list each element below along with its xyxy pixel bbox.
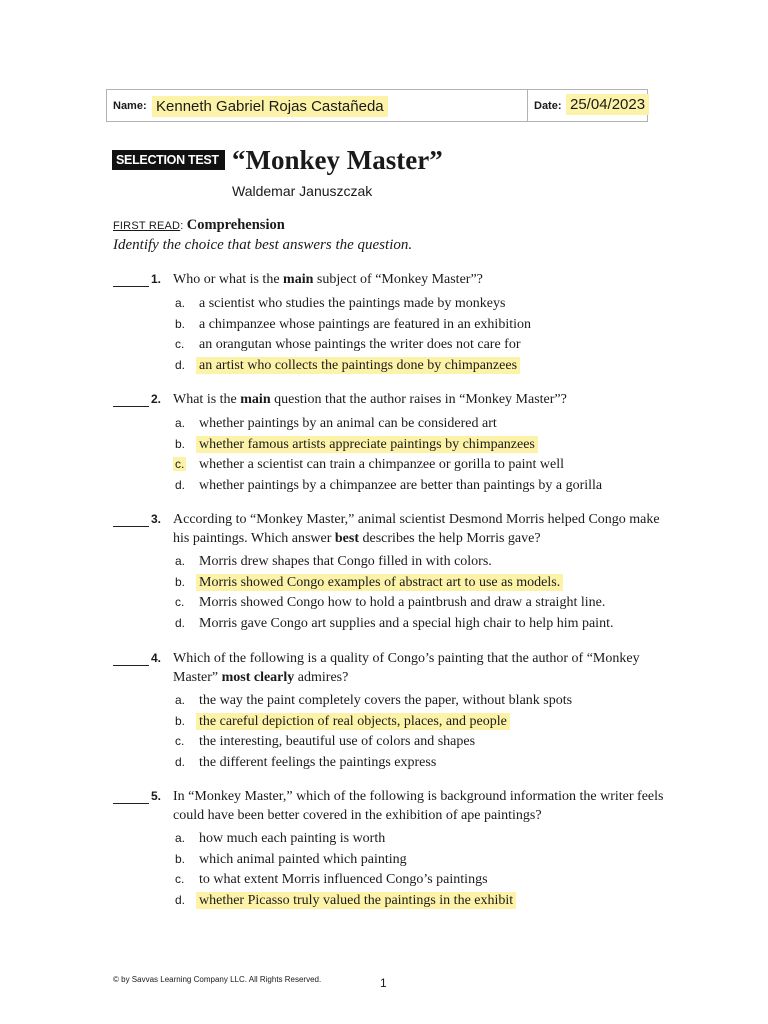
answer-blank-3[interactable] (113, 511, 149, 527)
date-field[interactable]: 25/04/2023 (566, 94, 649, 115)
highlighted-letter: c. (175, 457, 185, 472)
question-number: 2. (151, 392, 162, 406)
instructions: Identify the choice that best answers the question. (113, 237, 413, 253)
name-label: Name: (113, 100, 147, 112)
choice-b[interactable]: b. whether famous artists appreciate paintings by chimpanzees (113, 436, 673, 457)
choice-c[interactable]: c. to what extent Morris influenced Congo’s paintings (175, 872, 488, 888)
date-label: Date: (534, 100, 562, 112)
student-info-box (106, 89, 648, 122)
choice-c[interactable]: c. whether a scientist can train a chimpanzee or gorilla to paint well (175, 457, 565, 473)
highlighted-answer: whether famous artists appreciate paintings by chimpanzees (196, 436, 538, 453)
choice-list (113, 415, 673, 498)
choice-a[interactable]: a. how much each painting is worth (175, 831, 386, 846)
answer-blank-4[interactable] (113, 650, 149, 666)
page-title: “Monkey Master” (232, 145, 443, 175)
question-text: According to “Monkey Master,” animal scientist Desmond Morris helped Congo make his paintings. Which answer best describes the help Morris gave? (173, 512, 660, 546)
question-text: Who or what is the main subject of “Monkey Master”? (173, 272, 483, 287)
highlighted-answer: an artist who collects the paintings done by chimpanzees (196, 357, 520, 374)
choice-b[interactable]: b. a chimpanzee whose paintings are featured in an exhibition (175, 316, 531, 332)
highlighted-answer: whether Picasso truly valued the paintings in the exhibit (196, 892, 516, 909)
highlighted-answer: Morris showed Congo examples of abstract art to use as models. (196, 574, 563, 591)
choice-a[interactable]: a. the way the paint completely covers the paper, without blank spots (175, 693, 573, 708)
question-5 (113, 788, 673, 913)
section-header (113, 217, 285, 234)
question-text: What is the main question that the author raises in “Monkey Master”? (173, 392, 567, 407)
choice-b[interactable]: b. Morris showed Congo examples of abstract art to use as models. (113, 574, 673, 595)
question-text: Which of the following is a quality of Congo’s painting that the author of “Monkey Master” most clearly admires? (173, 651, 640, 685)
section-label: FIRST READ (113, 220, 181, 232)
choice-list (113, 295, 673, 378)
choice-d[interactable]: d. the different feelings the paintings express (175, 755, 437, 771)
choice-list (113, 553, 673, 636)
question-4 (113, 650, 673, 775)
answer-blank-2[interactable] (113, 391, 149, 407)
choice-c[interactable]: c. an orangutan whose paintings the writer does not care for (175, 337, 521, 353)
choice-b[interactable]: b. the careful depiction of real objects, places, and people (113, 713, 673, 734)
question-number: 5. (151, 789, 162, 803)
choice-a[interactable]: a. Morris drew shapes that Congo filled in with colors. (175, 554, 492, 569)
selection-test-badge: SELECTION TEST (112, 150, 225, 170)
section-name: Comprehension (186, 217, 285, 233)
choice-d[interactable]: d. an artist who collects the paintings done by chimpanzees (113, 357, 673, 378)
question-3 (113, 511, 673, 636)
question-number: 1. (151, 272, 162, 286)
choice-list (113, 692, 673, 775)
answer-blank-5[interactable] (113, 788, 149, 804)
question-number: 4. (151, 651, 162, 665)
choice-d[interactable]: d. whether paintings by a chimpanzee are better than paintings by a gorilla (175, 478, 603, 494)
copyright-footer: © by Savvas Learning Company LLC. All Rights Reserved. (113, 975, 322, 984)
section-colon: : (180, 220, 184, 232)
question-2 (113, 391, 673, 498)
choice-c[interactable]: c. the interesting, beautiful use of colors and shapes (175, 734, 476, 750)
name-field[interactable]: Kenneth Gabriel Rojas Castañeda (152, 96, 388, 117)
question-number: 3. (151, 512, 162, 526)
header-divider (527, 90, 528, 121)
choice-d[interactable]: d. Morris gave Congo art supplies and a special high chair to help him paint. (175, 616, 614, 632)
choice-b[interactable]: b. which animal painted which painting (175, 851, 407, 867)
question-1 (113, 271, 673, 378)
choice-d[interactable]: d. whether Picasso truly valued the paintings in the exhibit (113, 892, 673, 913)
highlighted-answer: the careful depiction of real objects, places, and people (196, 713, 510, 730)
choice-a[interactable]: a. a scientist who studies the paintings made by monkeys (175, 296, 506, 311)
author-name: Waldemar Januszczak (232, 183, 373, 199)
choice-list (113, 830, 673, 913)
choice-c[interactable]: c. Morris showed Congo how to hold a paintbrush and draw a straight line. (175, 595, 606, 611)
choice-a[interactable]: a. whether paintings by an animal can be considered art (175, 416, 497, 431)
page-number: 1 (380, 976, 387, 990)
question-text: In “Monkey Master,” which of the following is background information the writer feels could have been better covered in the exhibition of ape paintings? (173, 789, 664, 823)
answer-blank-1[interactable] (113, 271, 149, 287)
